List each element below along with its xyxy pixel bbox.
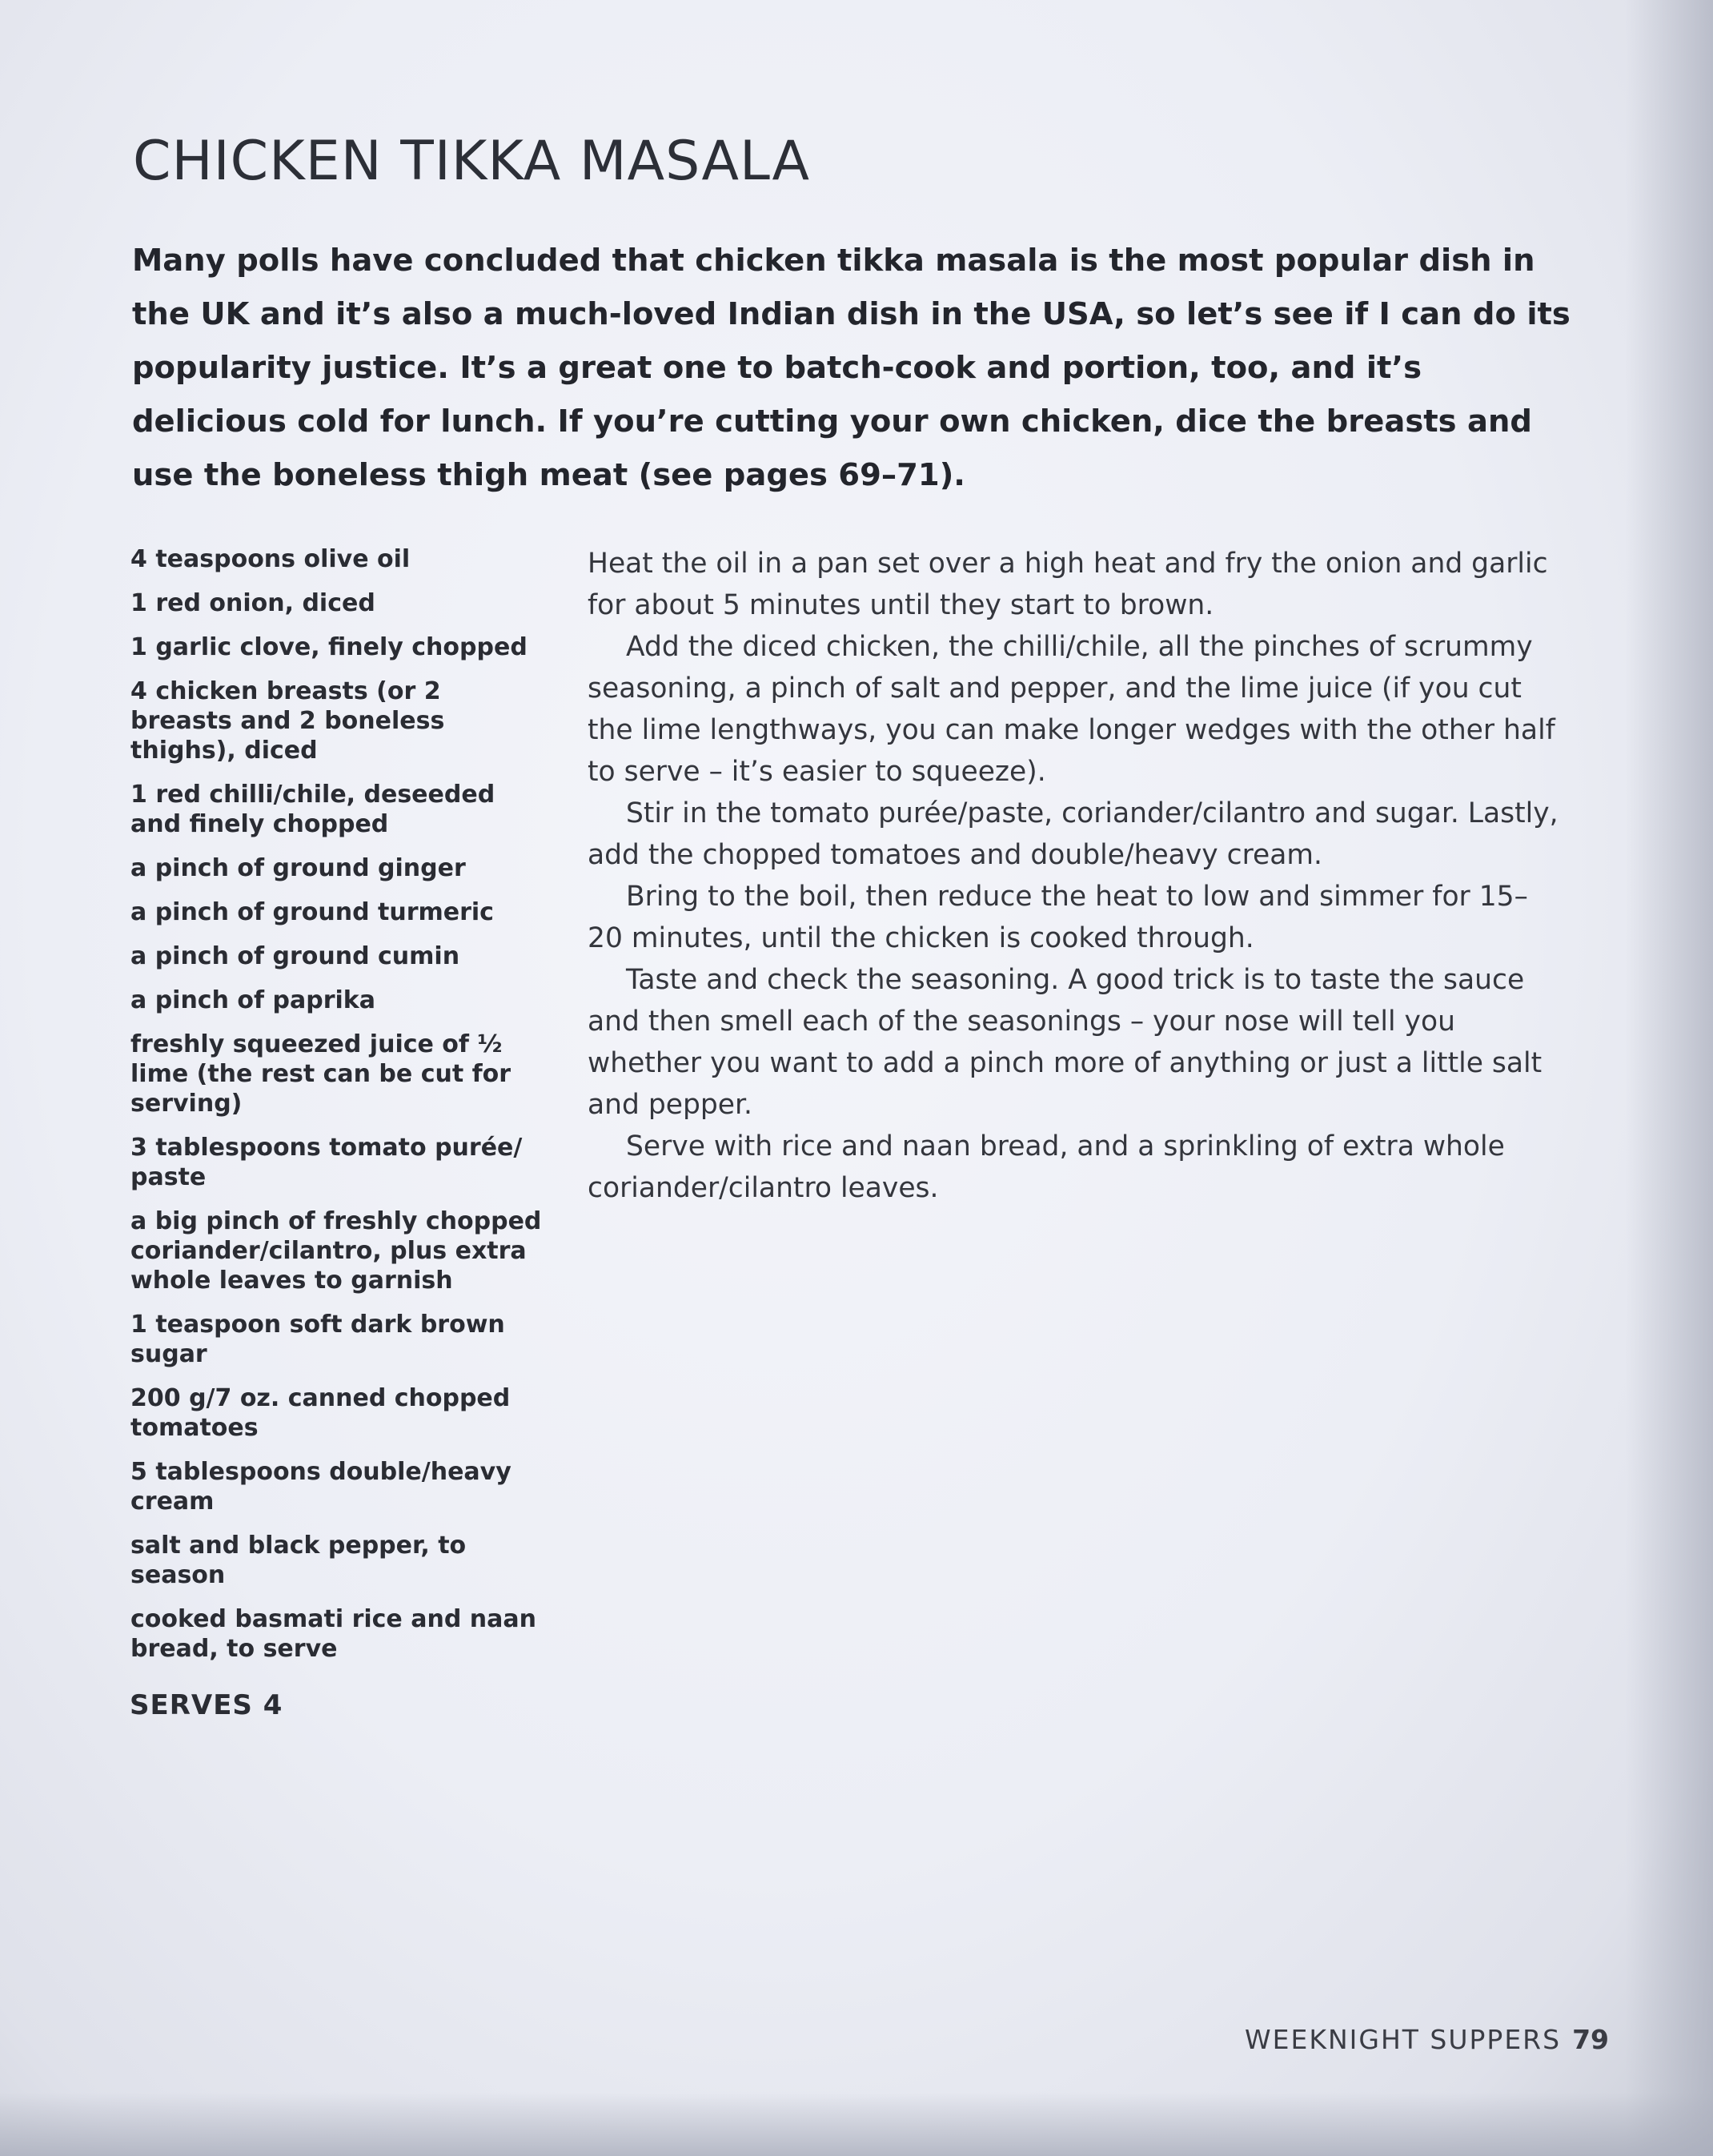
ingredient-item: 3 tablespoons tomato purée/ paste: [130, 1134, 523, 1191]
ingredient-item: 1 garlic clove, finely chopped: [130, 633, 528, 661]
ingredient-item: cooked basmati rice and naan bread, to serve: [130, 1605, 536, 1663]
method-step: Add the diced chicken, the chilli/chile, all the pinches of scrummy seasoning, a pinch of salt and pepper, and the lime juice (if you cut the lime lengthways, you can make longer wedges with the other half to serve – it’s easier to squeeze).: [588, 631, 1555, 788]
recipe-intro: Many polls have concluded that chicken tikka masala is the most popular dish in the UK and it’s also a much-loved Indian dish in the USA, so let’s see if I can do its popularity justice. It’s a great one to batch-cook and portion, too, and it’s delicious cold for lunch. If you’re cutting your own chicken, dice the breasts and use the boneless thigh meat (see pages 69–71).: [132, 243, 1571, 493]
page-number: 79: [1572, 2024, 1609, 2055]
recipe-title: CHICKEN TIKKA MASALA: [133, 130, 810, 193]
section-name: WEEKNIGHT SUPPERS: [1245, 2024, 1562, 2055]
ingredient-item: a pinch of ground ginger: [130, 854, 466, 882]
ingredient-item: a pinch of paprika: [130, 986, 375, 1014]
ingredient-item: a pinch of ground cumin: [130, 942, 460, 970]
page-shadow-bottom: [0, 2092, 1713, 2156]
ingredient-item: a pinch of ground turmeric: [130, 898, 494, 926]
method-step: Stir in the tomato purée/paste, coriander/cilantro and sugar. Lastly, add the chopped tomatoes and double/heavy cream.: [588, 797, 1559, 871]
ingredient-item: 200 g/7 oz. canned chopped tomatoes: [130, 1384, 511, 1442]
ingredient-item: 5 tablespoons double/heavy cream: [130, 1458, 511, 1516]
page-shadow-right: [1625, 0, 1713, 2156]
method-step: Bring to the boil, then reduce the heat to low and simmer for 15–20 minutes, until the chicken is cooked through.: [588, 881, 1528, 954]
method-steps: [588, 543, 1560, 1209]
ingredient-item: 4 chicken breasts (or 2 breasts and 2 boneless thighs), diced: [130, 677, 445, 765]
method-step: Taste and check the seasoning. A good trick is to taste the sauce and then smell each of the seasonings – your nose will tell you whether you want to add a pinch more of anything or just a little salt and pepper.: [588, 964, 1543, 1121]
ingredient-item: 1 teaspoon soft dark brown sugar: [130, 1311, 505, 1368]
ingredient-item: a big pinch of freshly chopped coriander/cilantro, plus extra whole leaves to garnish: [130, 1207, 542, 1295]
method-step: Heat the oil in a pan set over a high heat and fry the onion and garlic for about 5 minutes until they start to brown.: [588, 548, 1548, 621]
ingredient-item: 4 teaspoons olive oil: [130, 545, 411, 573]
serves-label: SERVES 4: [130, 1689, 283, 1721]
page-footer: [1245, 2024, 1609, 2055]
ingredients-list: [130, 544, 547, 1678]
method-step: Serve with rice and naan bread, and a sprinkling of extra whole coriander/cilantro leaves.: [588, 1130, 1505, 1204]
ingredient-item: freshly squeezed juice of ½ lime (the rest can be cut for serving): [130, 1030, 511, 1118]
ingredient-item: salt and black pepper, to season: [130, 1532, 467, 1589]
ingredient-item: 1 red chilli/chile, deseeded and finely chopped: [130, 781, 495, 838]
ingredient-item: 1 red onion, diced: [130, 589, 375, 617]
